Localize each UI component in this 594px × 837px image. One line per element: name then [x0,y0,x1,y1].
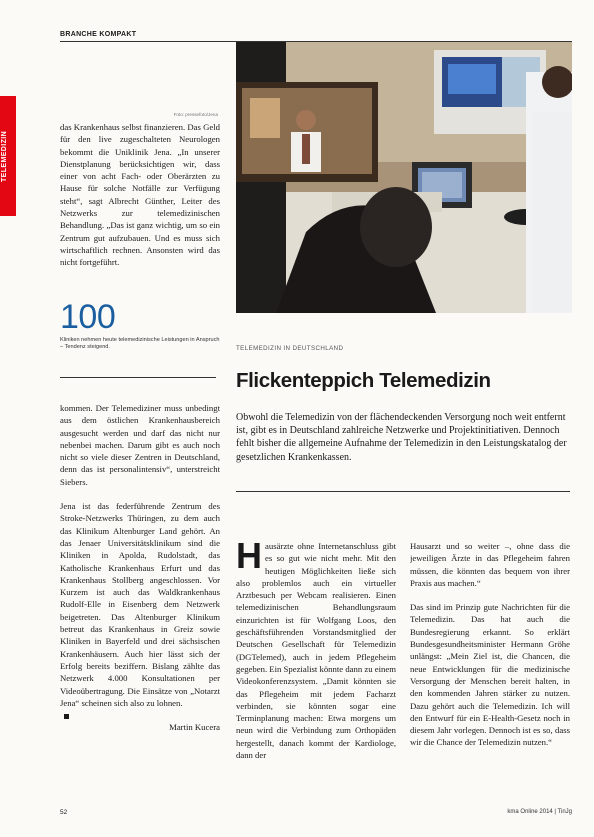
stat-rule [60,377,216,378]
lead-rule [236,491,570,492]
column1-top [60,121,220,271]
column3 [410,540,570,800]
page-number: 52 [60,809,68,816]
column3-paragraph: Hausarzt und so weiter –, ohne dass die jeweiligen Ärzte in das Pflegeheim fahren müssen, die könnten das bequem von ihrer Praxis aus machen.“ [410,541,570,588]
column1-paragraph: kommen. Der Telemediziner muss unbedingt aus dem östlichen Krankenhausbereich ausgesucht werden und darf das nicht nur nebenbei machen. Darum gibt es auch noch nicht so viele dieser Zentren in Deutschland, denn das ist personalintensiv“, unterstreicht Siebers. [60,403,220,487]
dropcap: H [236,540,262,576]
column3-paragraph: Das sind im Prinzip gute Nachrichten für die Telemedizin. Das hat auch die Bundesregierung erkannt. So erklärt Bundesgesundheitsminister Hermann Gröhe unlängst: „Mein Ziel ist, die Chancen, die neue Entwicklungen für die medizinische Versorgung der Menschen bereit halten, in den kommenden Jahren stärker zu nutzen. Dazu gehört auch die Telemedizin. Ich will den Entwurf für ein E-Health-Gesetz noch in diesem Jahr vorlegen. Dennoch ist es so, dass wir die Chance der Telemedizin nutzen.“ [410,602,570,748]
author: Martin Kucera [169,722,220,733]
column2 [236,540,396,800]
issue-info: kma Online 2014 | TinJg [507,809,572,815]
article-photo [236,42,572,313]
end-of-article-mark [64,714,69,719]
photo-credit: Foto: pressefoto/Jena [173,112,218,117]
column1-paragraph: das Krankenhaus selbst finanzieren. Das Geld für den live zugeschalteten Neurologen bekommt die Uniklinik Jena. „In unserer Dienstplanung berücksichtigen wir, dass einer von acht Fach- oder Oberärzten zu Hause für solche Notfälle zur Verfügung steht“, sagt Albrecht Günther, Leiter des Netzwerks zur telemedizinischen Behandlung. „Das ist ganz wichtig, um so ein Zentrum gut aufzubauen. Und es muss sich wirtschaftlich rechnen. Ansonsten wird das nicht fortgeführt. [60,122,220,268]
article-kicker: TELEMEDIZIN IN DEUTSCHLAND [236,345,344,352]
column1-paragraph: Jena ist das federführende Zentrum des Stroke-Netzwerks Thüringen, zu dem auch das Klinikum Altenburger Land gehört. An das Jenaer Universitätsklinikum sind die Kliniken in Apolda, Rudolstadt, das Katholische Krankenhaus Erfurt und das Krankenhaus Stollberg angeschlossen. Vor Kurzem ist auch das Waldkrankenhaus Rudolf-Elle in Eisenberg dem Netzwerk beigetreten. Das Altenburger Klinikum betreut das Krankenhaus in Greiz sowie Kliniken in Bayerfeld und drei sächsischen Krankenhäusern. Auch hier lässt sich der Erfolg bereits beziffern. Bislang zählte das Netzwerk 4.000 Konsultationen per Videoübertragung. Die Einsätze von „Notarzt Jena“ scheinen sich also zu lohnen. [60,501,220,708]
stat-number: 100 [60,298,116,336]
photo-illustration [236,42,572,313]
section-title: BRANCHE KOMPAKT [60,31,137,38]
column2-paragraph: ausärzte ohne Internetanschluss gibt es so gut wie nicht mehr. Mit den heutigen Möglichkeiten ließe sich also problemlos auch ein virtueller Arztbesuch per Webcam realisieren. Einen telemedizinischen Behandlungsraum einzurichten ist für Wolfgang Loos, den geschäftsführenden Vorstandsmitglied der Deutschen Gesellschaft für Telemedizin (DGTelemed), auch in jedem Pflegeheim gegeben. Ein Spezialist könnte dann zu einem Videokonferenzsystem. „Damit könnten sie das Pflegeheim mit jedem Facharzt verbinden, sie könnten sogar eine Terminplanung machen: Etwa morgens um neun wird die Verbindung zum Orthopäden hergestellt, danach kommt der Kardiologe, dann der [236,541,396,761]
section-side-label: TELEMEDIZIN [1,130,8,182]
stat-box [60,300,220,352]
article-lead: Obwohl die Telemedizin von der flächendeckenden Versorgung noch weit entfernt ist, gibt es in Deutschland zahlreiche Netzwerke und Projektinitiativen. Dennoch fehlt bisher die allgemeine Aufnahme der Telemedizin in den Leistungskatalog der gesetzlichen Krankenkassen. [236,412,567,463]
column1-continued [60,402,220,802]
article-headline: Flickenteppich Telemedizin [236,369,491,392]
stat-caption: Kliniken nehmen heute telemedizinische Leistungen in Anspruch – Tendenz steigend. [60,337,220,351]
